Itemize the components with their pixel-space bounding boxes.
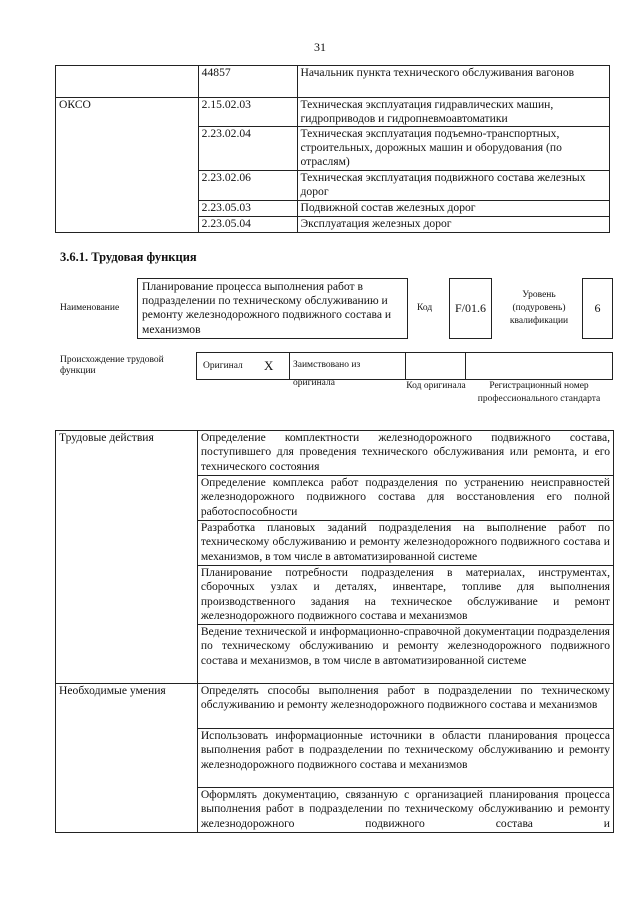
table-row	[56, 431, 614, 476]
code-cell: 2.23.05.04	[198, 217, 297, 233]
name-cell: Эксплуатация железных дорог	[297, 217, 609, 233]
function-code-box: F/01.6	[449, 278, 492, 339]
okso-table	[55, 65, 610, 233]
skill-cell: Определять способы выполнения работ в подразделении по техническому обслуживанию и ремонту железнодорожного подвижного состава и механизмов	[197, 684, 613, 729]
code-cell: 2.23.02.06	[198, 171, 297, 201]
group-cell: ОКСО	[56, 98, 199, 233]
group-cell	[56, 66, 199, 98]
origin-reg-cell	[465, 352, 613, 380]
origin-borrowed-cell	[289, 352, 406, 388]
origin-original-cell	[196, 352, 290, 380]
table-row	[56, 98, 610, 127]
action-cell: Разработка плановых заданий подразделения на выполнение работ по техническому обслуживанию и ремонту железнодорожного подвижного состава и механизмов, в том числе в автоматизированной системе	[197, 521, 613, 566]
page-number: 31	[314, 40, 326, 54]
original-mark: X	[264, 358, 274, 373]
name-cell: Начальник пункта технического обслуживания вагонов	[297, 66, 609, 98]
table-row	[56, 66, 610, 98]
name-cell: Техническая эксплуатация гидравлических машин, гидроприводов и гидропневмоавтоматики	[297, 98, 609, 127]
name-cell: Техническая эксплуатация подвижного состава железных дорог	[297, 171, 609, 201]
origin-label: Происхождение трудовой функции	[60, 355, 164, 376]
action-cell: Определение комплекса работ подразделения по устранению неисправностей железнодорожного подвижного состава для восстановления его полной работоспособности	[197, 476, 613, 521]
name-cell: Подвижной состав железных дорог	[297, 201, 609, 217]
code-label: Код	[417, 303, 433, 313]
action-cell: Планирование потребности подразделения в материалах, инструментах, сборочных узлах и деталях, инвентаре, топливе для выполнения производственного задания на техническое обслуживание и ремонт железнодорожного подвижного состава и механизмов	[197, 566, 613, 625]
labor-table	[55, 430, 614, 833]
table-row	[56, 684, 614, 729]
level-value-box: 6	[582, 278, 613, 339]
function-name-box: Планирование процесса выполнения работ в подразделении по техническому обслуживанию и ремонту железнодорожного подвижного состава и механизмов	[137, 278, 408, 339]
skill-cell: Оформлять документацию, связанную с организацией планирования процесса выполнения работ в подразделении по техническому обслуживанию и ремонту железнодорожного подвижного состава и	[197, 788, 613, 833]
code-caption: Код оригинала	[406, 381, 466, 391]
skills-label-cell: Необходимые умения	[56, 684, 198, 833]
borrowed-label: Заимствовано из оригинала	[293, 360, 361, 388]
name-cell: Техническая эксплуатация подъемно-транспортных, строительных, дорожных машин и оборудования (по отраслям)	[297, 127, 609, 171]
action-cell: Ведение технической и информационно-справочной документации подразделения по техническому обслуживанию и ремонту железнодорожного подвижного состава и механизмов, в том числе в автоматизированной системе	[197, 625, 613, 684]
code-cell: 2.23.02.04	[198, 127, 297, 171]
origin-code-cell	[405, 352, 466, 380]
code-cell: 2.15.02.03	[198, 98, 297, 127]
code-cell: 2.23.05.03	[198, 201, 297, 217]
level-label: Уровень (подуровень) квалификации	[509, 290, 569, 326]
section-heading: 3.6.1. Трудовая функция	[60, 250, 197, 264]
name-label: Наименование	[60, 303, 120, 313]
skill-cell: Использовать информационные источники в области планирования процесса выполнения работ в подразделении по техническому обслуживанию и ремонту железнодорожного подвижного состава и механизмов	[197, 729, 613, 788]
code-cell: 44857	[198, 66, 297, 98]
original-label: Оригинал	[203, 361, 243, 371]
reg-caption: Регистрационный номер профессионального стандарта	[477, 381, 601, 404]
action-cell: Определение комплектности железнодорожного подвижного состава, поступившего для проведения технического обслуживания или ремонта, и его технического состояния	[197, 431, 613, 476]
actions-label-cell: Трудовые действия	[56, 431, 198, 684]
